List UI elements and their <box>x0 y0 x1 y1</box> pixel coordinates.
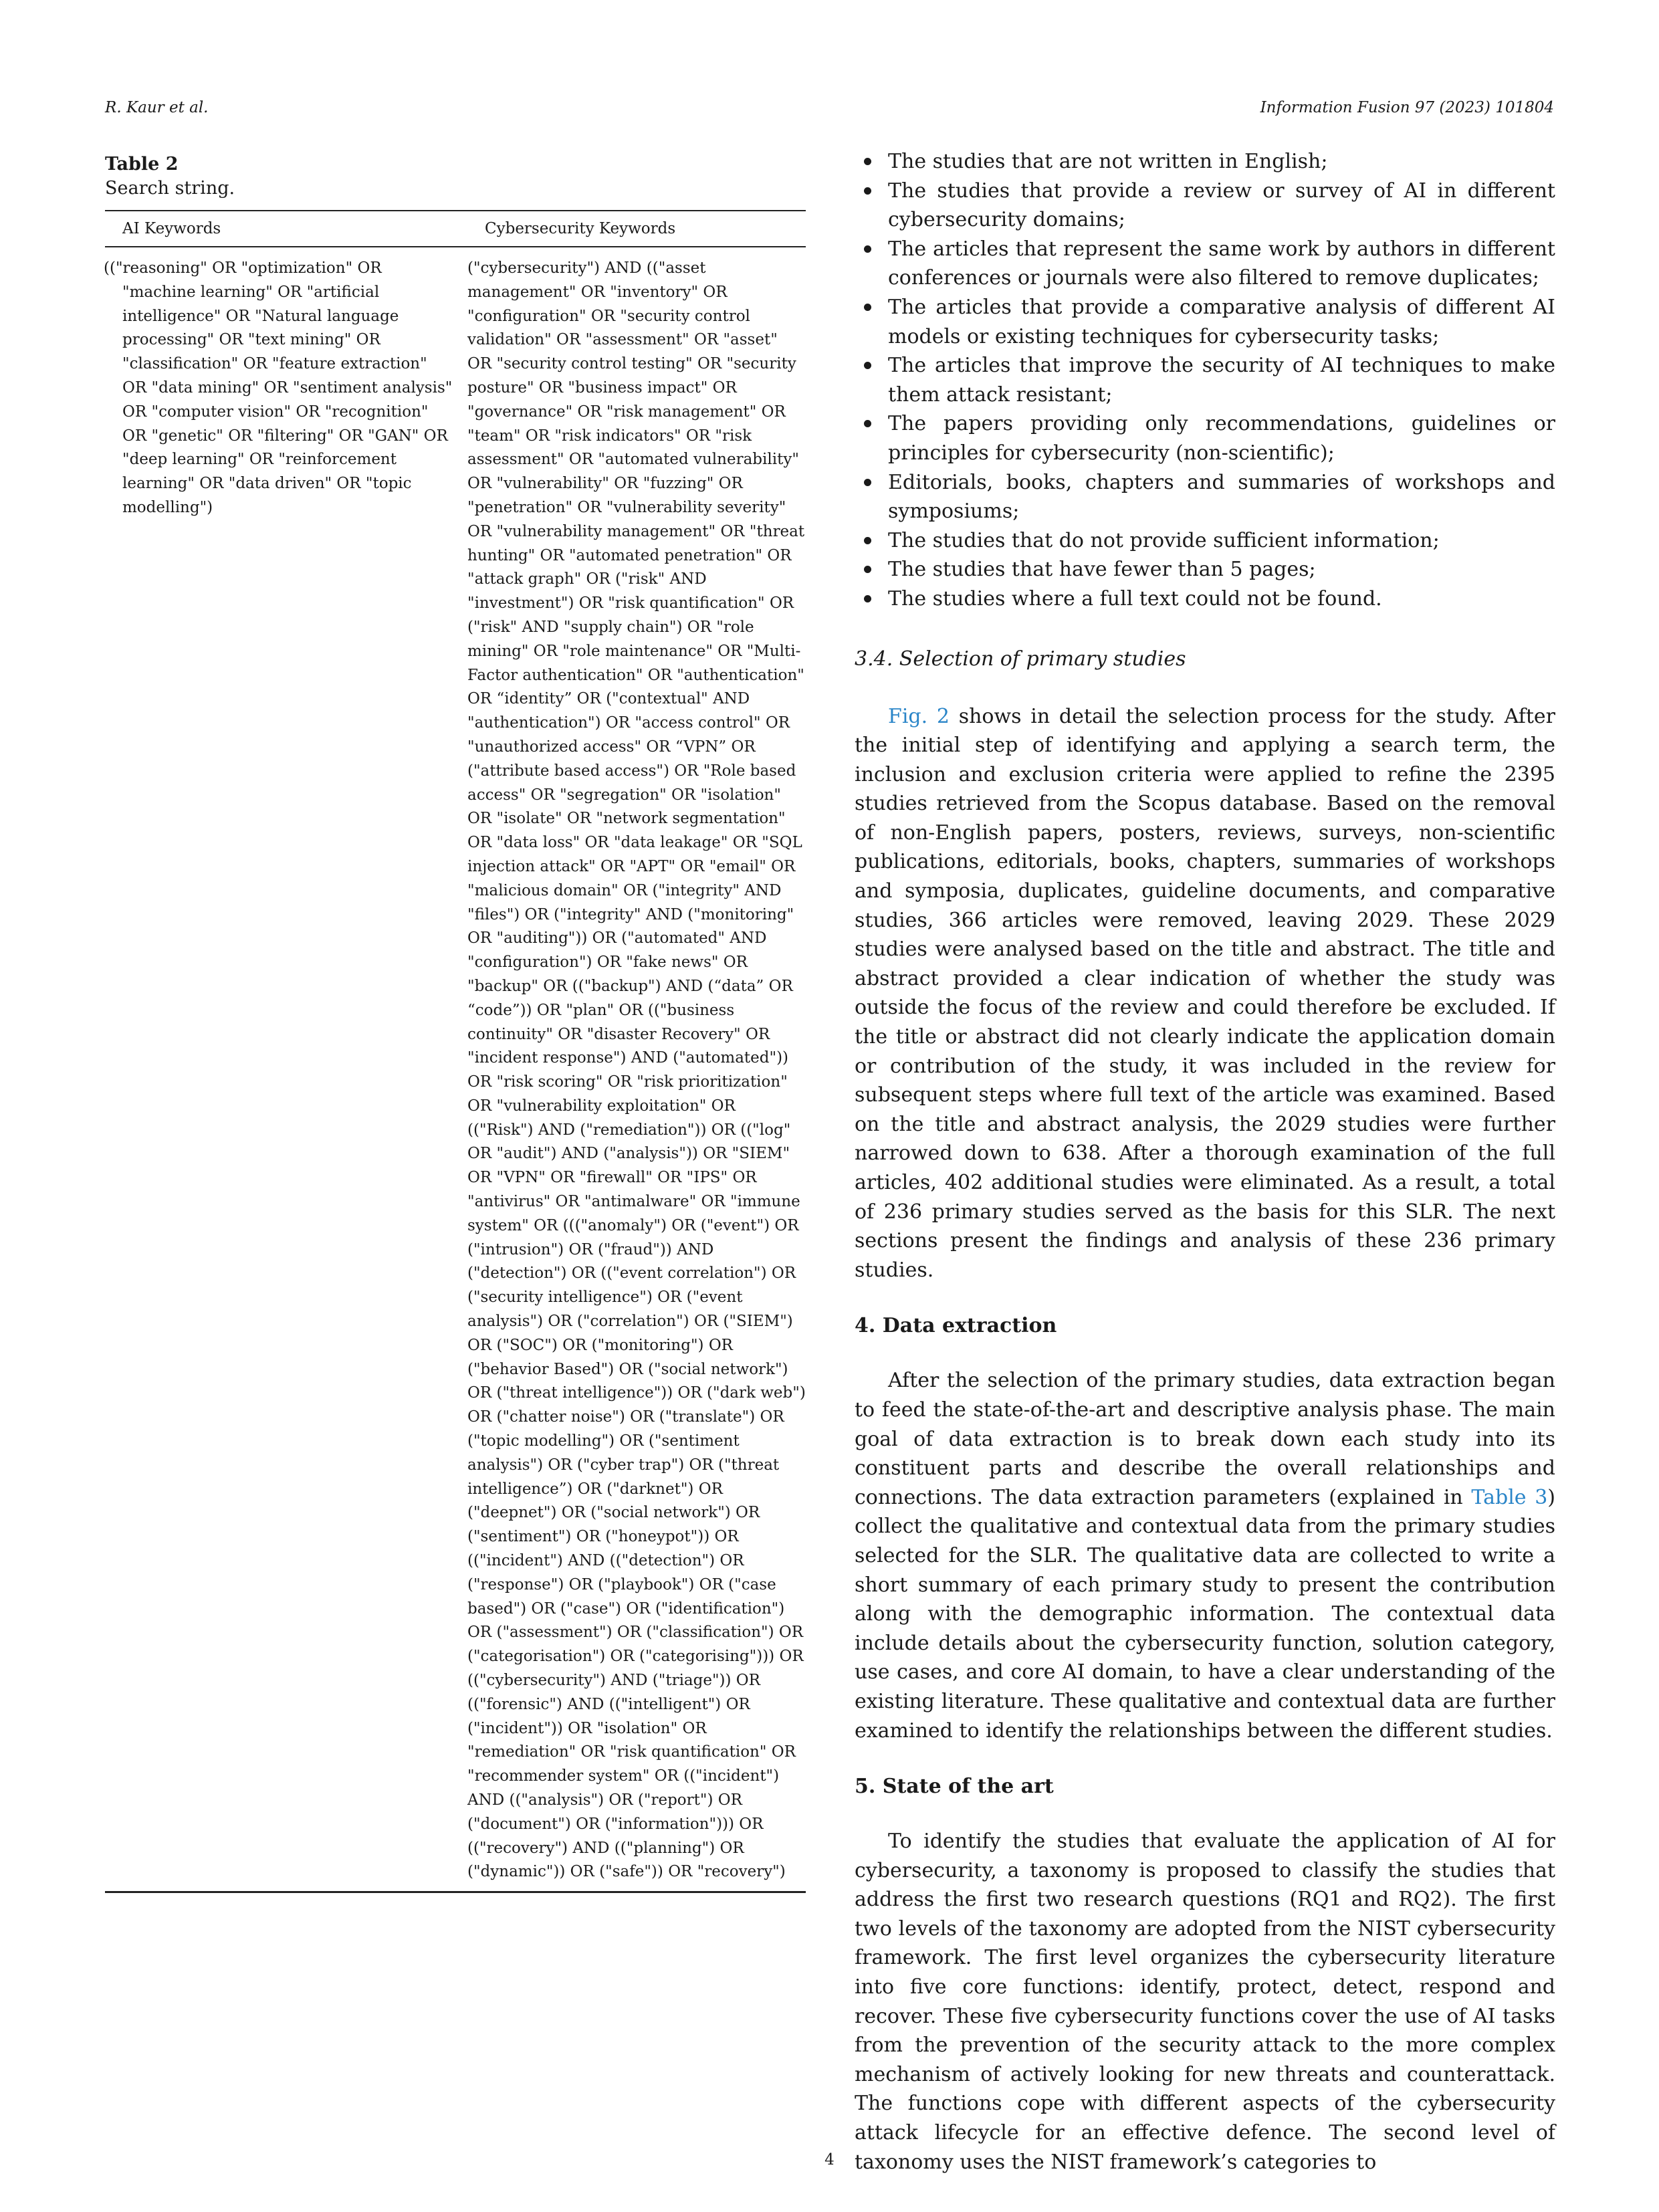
table-header-cyber: Cybersecurity Keywords <box>485 220 676 237</box>
table-header-row <box>105 211 806 246</box>
list-item <box>855 526 1555 556</box>
page-number: 4 <box>824 2151 835 2169</box>
section-heading-5: 5. State of the art <box>855 1775 1054 1799</box>
figure-link[interactable]: Fig. 2 <box>888 704 950 728</box>
list-item <box>855 147 1555 177</box>
list-item <box>855 235 1555 293</box>
list-item-text: The papers providing only recommendations, guidelines or principles for cybersecurity (non-scientific); <box>888 412 1555 465</box>
list-item <box>855 409 1555 467</box>
table-bottom-rule <box>105 1891 806 1893</box>
list-item-text: The studies that provide a review or survey of AI in different cybersecurity domains; <box>888 179 1555 232</box>
ai-keywords-cell: (("reasoning" OR "optimization" OR "machine learning" OR "artificial intelligence" OR "Natural language processing" OR "text mining" OR "classification" OR "feature extraction" OR "data mining" OR "sentiment analysis" OR "computer vision" OR "recognition" OR "genetic" OR "filtering" OR "GAN" OR "deep learning" OR "reinforcement learning" OR "data driven" OR "topic modelling") <box>104 259 453 516</box>
list-item-text: The studies that are not written in English; <box>888 150 1328 173</box>
list-item <box>855 555 1555 584</box>
list-item-text: The studies that have fewer than 5 pages; <box>888 558 1316 582</box>
list-item <box>855 584 1555 614</box>
list-item-text: The articles that improve the security of AI techniques to make them attack resistant; <box>888 354 1555 407</box>
paragraph-3-4 <box>855 702 1555 1285</box>
list-item <box>855 177 1555 235</box>
right-column <box>855 147 1555 2177</box>
paragraph-4 <box>855 1366 1555 1745</box>
search-string-table <box>105 152 806 1893</box>
bullet-icon <box>864 479 871 486</box>
paragraph-text: shows in detail the selection process for the study. After the initial step of identifying and applying a search term, the inclusion and exclusion criteria were applied to refine the 2395 studies retrieved from the Scopus database. Based on the removal of non-English papers, posters, reviews, surveys, non-scientific publications, editorials, books, chapters, summaries of workshops and symposia, duplicates, guideline documents, and comparative studies, 366 articles were removed, leaving 2029. These 2029 studies were analysed based on the title and abstract. The title and abstract provided a clear indication of whether the study was outside the focus of the review and could therefore be excluded. If the title or abstract did not clearly indicate the application domain or contribution of the study, it was included in the review for subsequent steps where full text of the article was examined. Based on the title and abstract analysis, the 2029 studies were further narrowed down to 638. After a thorough examination of the full articles, 402 additional studies were eliminated. As a result, a total of 236 primary studies served as the basis for this SLR. The next sections present the findings and analysis of these 236 primary studies. <box>855 704 1555 1282</box>
list-item <box>855 351 1555 409</box>
running-head-authors: R. Kaur et al. <box>105 99 209 116</box>
list-item-text: The studies where a full text could not be found. <box>888 586 1382 611</box>
table-header-ai: AI Keywords <box>122 220 221 237</box>
bullet-icon <box>864 566 871 573</box>
bullet-icon <box>864 158 871 165</box>
table-link[interactable]: Table 3 <box>1471 1485 1548 1509</box>
running-head-journal: Information Fusion 97 (2023) 101804 <box>1260 99 1554 116</box>
bullet-icon <box>864 537 871 544</box>
bullet-icon <box>864 420 871 427</box>
paragraph-text: ) collect the qualitative and contextual data from the primary studies selected for the SLR. The qualitative data are collected to write a short summary of each primary study to present the contribution along with the demographic information. The contextual data include details about the cybersecurity function, solution category, use cases, and core AI domain, to have a clear understanding of the existing literature. These qualitative and contextual data are further examined to identify the relationships between the different studies. <box>855 1485 1555 1743</box>
list-item-text: The articles that represent the same work by authors in different conferences or journals were also filtered to remove duplicates; <box>888 237 1555 290</box>
bullet-icon <box>864 187 871 195</box>
subsection-heading-3-4: 3.4. Selection of primary studies <box>855 647 1186 671</box>
paragraph-5: To identify the studies that evaluate the application of AI for cybersecurity, a taxonomy is proposed to classify the studies that address the first two research questions (RQ1 and RQ2). The first two levels of the taxonomy are adopted from the NIST cybersecurity framework. The first level organizes the cybersecurity literature into five core functions: identify, protect, detect, respond and recover. These five cybersecurity functions cover the use of AI tasks from the prevention of the security attack to the more complex mechanism of actively looking for new threats and counterattack. The functions cope with different aspects of the cybersecurity attack lifecycle for an effective defence. The second level of taxonomy uses the NIST framework’s categories to <box>855 1830 1555 2174</box>
table-body-row <box>105 247 806 1891</box>
list-item-text: The studies that do not provide sufficient information; <box>888 528 1440 552</box>
bullet-icon <box>864 245 871 253</box>
paragraph-text: After the selection of the primary studies, data extraction began to feed the state-of-the-art and descriptive analysis phase. The main goal of data extraction is to break down each study into its constituent parts and describe the overall relationships and connections. The data extraction parameters (explained in <box>855 1369 1555 1509</box>
list-item-text: Editorials, books, chapters and summaries of workshops and symposiums; <box>888 470 1555 524</box>
section-heading-4: 4. Data extraction <box>855 1314 1057 1338</box>
table-label: Table 2 <box>105 154 179 175</box>
list-item <box>855 293 1555 351</box>
table-caption: Search string. <box>105 178 235 199</box>
list-item-text: The articles that provide a comparative analysis of different AI models or existing techniques for cybersecurity tasks; <box>888 295 1555 348</box>
cyber-keywords-cell: ("cybersecurity") AND (("asset management" OR "inventory" OR "configuration" OR "security control validation" OR "assessment" OR "asset" OR "security control testing" OR "security posture" OR "business impact" OR "governance" OR "risk management" OR "team" OR "risk indicators" OR "risk assessment" OR "automated vulnerability" OR "vulnerability" OR "fuzzing" OR "penetration" OR "vulnerability severity" OR "vulnerability management" OR "threat hunting" OR "automated penetration" OR "attack graph" OR ("risk" AND "investment") OR "risk quantification" OR ("risk" AND "supply chain") OR "role mining" OR "role maintenance" OR "Multi-Factor authentication" OR "authentication" OR “identity” OR ("contextual" AND "authentication") OR "access control" OR "unauthorized access" OR “VPN” OR ("attribute based access") OR "Role based access" OR "segregation" OR "isolation" OR "isolate" OR "network segmentation" OR "data loss" OR "data leakage" OR "SQL injection attack" OR "APT" OR "email" OR "malicious domain" OR ("integrity" AND "files") OR ("integrity" AND ("monitoring" OR "auditing")) OR ("automated" AND "configuration") OR "fake news" OR "backup" OR (("backup") AND (“data” OR “code”)) OR "plan" OR (("business continuity" OR "disaster Recovery" OR "incident response") AND ("automated")) OR "risk scoring" OR "risk prioritization" OR "vulnerability exploitation" OR (("Risk") AND ("remediation")) OR (("log" OR "audit") AND ("analysis")) OR "SIEM" OR "VPN" OR "firewall" OR "IPS" OR "antivirus" OR "antimalware" OR "immune system" OR ((("anomaly") OR ("event") OR ("intrusion") OR ("fraud")) AND ("detection") OR (("event correlation") OR ("security intelligence") OR ("event analysis") OR ("correlation") OR ("SIEM") OR ("SOC") OR ("monitoring") OR ("behavior Based") OR ("social network") OR ("threat intelligence")) OR ("dark web") OR ("chatter noise") OR ("translate") OR ("topic modelling") OR ("sentiment analysis") OR ("cyber trap") OR ("threat intelligence”) OR ("darknet") OR ("deepnet") OR ("social network") OR ("sentiment") OR ("honeypot")) OR (("incident") AND (("detection") OR ("response") OR ("playbook") OR ("case based") OR ("case") OR ("identification") OR ("assessment") OR ("classification") OR ("categorisation") OR ("categorising"))) OR (("cybersecurity") AND ("triage")) OR (("forensic") AND (("intelligent") OR ("incident")) OR "isolation" OR "remediation" OR "risk quantification" OR "recommender system" OR (("incident") AND (("analysis") OR ("report") OR ("document") OR ("information"))) OR (("recovery") AND (("planning") OR ("dynamic")) OR ("safe")) OR "recovery") <box>467 259 806 1881</box>
bullet-icon <box>864 362 871 369</box>
bullet-icon <box>864 304 871 311</box>
list-item <box>855 468 1555 526</box>
bullet-icon <box>864 595 871 602</box>
exclusion-criteria-list <box>855 147 1555 614</box>
